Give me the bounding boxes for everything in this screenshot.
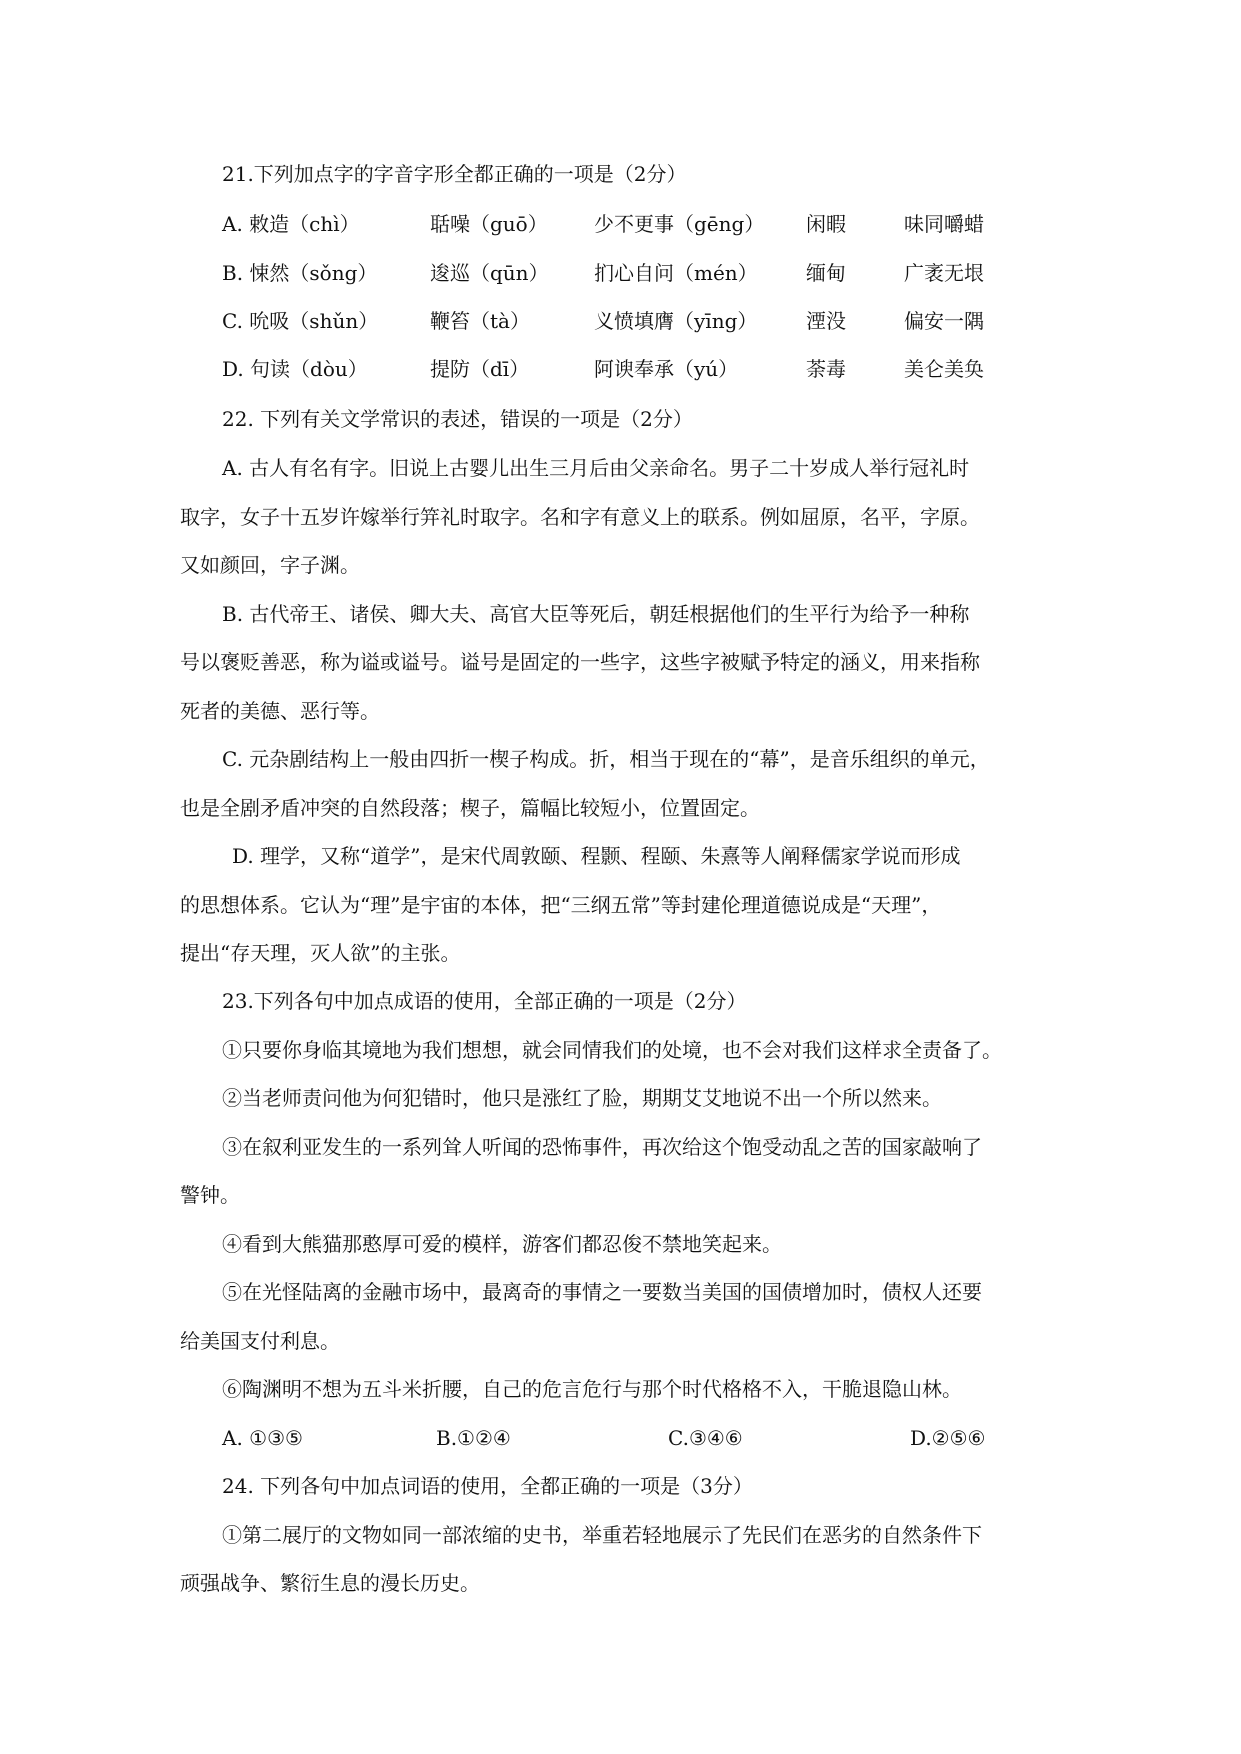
- q23-sentence-2: ②当老师责问他为何犯错时，他只是涨红了脸，期期艾艾地说不出一个所以然来。: [222, 1086, 942, 1110]
- q22-c-line2: 也是全剧矛盾冲突的自然段落；楔子，篇幅比较短小，位置固定。: [180, 796, 760, 820]
- q21-a-item3: 少不更事（gēng）: [594, 212, 765, 236]
- q21-c-item1: C. 吮吸（shǔn）: [222, 309, 379, 333]
- q22-c-line1: C. 元杂剧结构上一般由四折一楔子构成。折，相当于现在的“幕”，是音乐组织的单元，: [222, 747, 990, 771]
- q21-d-item2: 提防（dī）: [430, 357, 530, 381]
- q23-answer-a: A. ①③⑤: [222, 1426, 303, 1450]
- q22-a-line3: 又如颜回，字子渊。: [180, 553, 360, 577]
- q22-d-line2: 的思想体系。它认为“理”是宇宙的本体，把“三纲五常”等封建伦理道德说成是“天理”，: [180, 893, 942, 917]
- q21-b-item4: 缅甸: [806, 261, 846, 285]
- q22-a-line2: 取字，女子十五岁许嫁举行笄礼时取字。名和字有意义上的联系。例如屈原，名平，字原。: [180, 505, 980, 529]
- q24-sentence-1-line1: ①第二展厅的文物如同一部浓缩的史书，举重若轻地展示了先民们在恶劣的自然条件下: [222, 1523, 982, 1547]
- q23-sentence-3-line1: ③在叙利亚发生的一系列耸人听闻的恐怖事件，再次给这个饱受动乱之苦的国家敲响了: [222, 1135, 982, 1159]
- q23-stem: 23.下列各句中加点成语的使用，全部正确的一项是（2分）: [222, 989, 747, 1013]
- q23-sentence-6: ⑥陶渊明不想为五斗米折腰，自己的危言危行与那个时代格格不入，干脆退隐山林。: [222, 1377, 962, 1401]
- q23-answer-d: D.②⑤⑥: [910, 1426, 986, 1450]
- q22-stem: 22. 下列有关文学常识的表述，错误的一项是（2分）: [222, 407, 693, 431]
- q21-d-item1: D. 句读（dòu）: [222, 357, 368, 381]
- q23-sentence-1: ①只要你身临其境地为我们想想，就会同情我们的处境，也不会对我们这样求全责备了。: [222, 1038, 1002, 1062]
- q21-option-d: [222, 354, 1062, 384]
- q24-sentence-1-line2: 顽强战争、繁衍生息的漫长历史。: [180, 1571, 480, 1595]
- q21-d-item5: 美仑美奂: [904, 357, 984, 381]
- q23-answer-options: [222, 1423, 1062, 1453]
- q21-option-b: [222, 258, 1062, 288]
- q23-answer-c: C.③④⑥: [668, 1426, 743, 1450]
- q23-sentence-3-line2: 警钟。: [180, 1183, 240, 1207]
- q21-a-item1: A. 敕造（chì）: [222, 212, 360, 236]
- q22-d-line1: D. 理学，又称“道学”，是宋代周敦颐、程颢、程颐、朱熹等人阐释儒家学说而形成: [232, 844, 961, 868]
- q21-b-item3: 扪心自问（mén）: [594, 261, 758, 285]
- q21-d-item3: 阿谀奉承（yú）: [594, 357, 739, 381]
- q21-b-item5: 广袤无垠: [904, 261, 984, 285]
- q21-c-item5: 偏安一隅: [904, 309, 984, 333]
- q22-d-line3: 提出“存天理，灭人欲”的主张。: [180, 941, 461, 965]
- q21-c-item3: 义愤填膺（yīng）: [594, 309, 758, 333]
- q21-d-item4: 荼毒: [806, 357, 846, 381]
- q21-c-item4: 湮没: [806, 309, 846, 333]
- q24-stem: 24. 下列各句中加点词语的使用，全都正确的一项是（3分）: [222, 1474, 753, 1498]
- q21-option-a: [222, 209, 1062, 239]
- q21-a-item2: 聒噪（guō）: [430, 212, 548, 236]
- q21-a-item5: 味同嚼蜡: [904, 212, 984, 236]
- q21-a-item4: 闲暇: [806, 212, 846, 236]
- q23-answer-b: B.①②④: [436, 1426, 511, 1450]
- q22-b-line1: B. 古代帝王、诸侯、卿大夫、高官大臣等死后，朝廷根据他们的生平行为给予一种称: [222, 602, 970, 626]
- q21-b-item1: B. 悚然（sǒng）: [222, 261, 378, 285]
- q22-a-line1: A. 古人有名有字。旧说上古婴儿出生三月后由父亲命名。男子二十岁成人举行冠礼时: [222, 456, 970, 480]
- q23-sentence-5-line2: 给美国支付利息。: [180, 1329, 340, 1353]
- q21-option-c: [222, 306, 1062, 336]
- q21-stem: 21.下列加点字的字音字形全都正确的一项是（2分）: [222, 162, 687, 186]
- q21-c-item2: 鞭笞（tà）: [430, 309, 530, 333]
- q21-b-item2: 逡巡（qūn）: [430, 261, 549, 285]
- q23-sentence-5-line1: ⑤在光怪陆离的金融市场中，最离奇的事情之一要数当美国的国债增加时，债权人还要: [222, 1280, 982, 1304]
- q23-sentence-4: ④看到大熊猫那憨厚可爱的模样，游客们都忍俊不禁地笑起来。: [222, 1232, 782, 1256]
- q22-b-line2: 号以褒贬善恶，称为谥或谥号。谥号是固定的一些字，这些字被赋予特定的涵义，用来指称: [180, 650, 980, 674]
- q22-b-line3: 死者的美德、恶行等。: [180, 699, 380, 723]
